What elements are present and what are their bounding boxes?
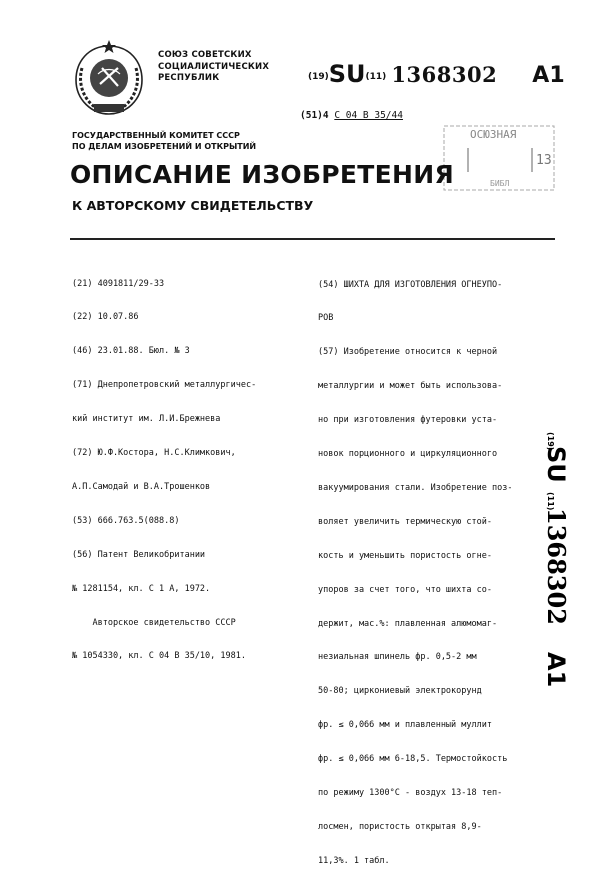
- biblio-line: № 1054330, кл. C 04 B 35/10, 1981.: [72, 651, 246, 662]
- abstract-line: но при изготовления футеровки уста-: [318, 415, 498, 426]
- biblio-line: (21) 4091811/29-33: [72, 278, 165, 289]
- side-document-kind: A1: [542, 652, 570, 688]
- issuer-name: СОЮЗ СОВЕТСКИХ СОЦИАЛИСТИЧЕСКИХ РЕСПУБЛИК: [158, 50, 270, 83]
- abstract-line: по режиму 1300°C - воздух 13-18 теп-: [318, 787, 503, 798]
- abstract-line: держит, мас.%: плавленная алюмомаг-: [318, 618, 498, 629]
- document-title: ОПИСАНИЕ ИЗОБРЕТЕНИЯ: [70, 160, 455, 189]
- document-subtitle: К АВТОРСКОМУ СВИДЕТЕЛЬСТВУ: [72, 198, 314, 213]
- bibliographic-data: [72, 256, 256, 674]
- svg-text:БИБЛ: БИБЛ: [490, 179, 510, 188]
- biblio-line: (22) 10.07.86: [72, 312, 139, 323]
- patent-number-block: [308, 60, 565, 88]
- patent-number: 1368302: [391, 62, 498, 87]
- abstract-line: воляет увеличить термическую стой-: [318, 516, 492, 527]
- country-code: SU: [328, 60, 366, 88]
- side-patent-number: [528, 430, 588, 700]
- biblio-line: № 1281154, кл. C 1 A, 1972.: [72, 583, 211, 594]
- number-label: (11): [365, 72, 387, 82]
- abstract-line: фр. ≤ 0,066 мм и плавленный муллит: [318, 720, 492, 731]
- side-number-label: (11): [546, 492, 555, 511]
- country-code-label: (19): [308, 72, 329, 82]
- biblio-line: (53) 666.763.5(088.8): [72, 515, 180, 526]
- biblio-line: А.П.Самодай и В.А.Трошенков: [72, 481, 211, 492]
- document-kind: A1: [532, 63, 565, 88]
- abstract-line: 50-80; циркониевый электрокорунд: [318, 686, 482, 697]
- svg-text:13: 13: [536, 153, 552, 168]
- svg-text:ОСЮЗНАЯ: ОСЮЗНАЯ: [470, 128, 517, 141]
- side-country-code: SU: [542, 446, 570, 483]
- abstract-line: (54) ШИХТА ДЛЯ ИЗГОТОВЛЕНИЯ ОГНЕУПО-: [318, 279, 503, 290]
- abstract-line: 11,3%. 1 табл.: [318, 855, 390, 866]
- library-stamp: [440, 122, 558, 194]
- abstract-line: новок порционного и циркуляционного: [318, 449, 498, 460]
- abstract-line: металлургии и может быть использова-: [318, 381, 503, 392]
- biblio-line: (71) Днепропетровский металлургичес-: [72, 380, 257, 391]
- abstract-line: вакуумирования стали. Изобретение поз-: [318, 482, 513, 493]
- abstract-line: РОВ: [318, 313, 334, 324]
- committee-name: ГОСУДАРСТВЕННЫЙ КОМИТЕТ СССР ПО ДЕЛАМ ИЗОБРЕТЕНИЙ И ОТКРЫТИЙ: [72, 131, 257, 151]
- abstract-line: упоров за счет того, что шихта со-: [318, 584, 492, 595]
- abstract-line: кость и уменьшить пористость огне-: [318, 550, 492, 561]
- biblio-line: (56) Патент Великобритании: [72, 549, 206, 560]
- side-country-code-label: (19): [546, 432, 555, 451]
- ussr-emblem: [70, 38, 148, 120]
- header-divider: [70, 238, 555, 240]
- abstract: [318, 257, 512, 878]
- ipc-classification: (51)4 C 04 B 35/44: [300, 110, 403, 121]
- biblio-line: (46) 23.01.88. Бюл. № 3: [72, 346, 190, 357]
- abstract-line: (57) Изобретение относится к черной: [318, 347, 498, 358]
- ipc-code: C 04 B 35/44: [334, 110, 403, 121]
- biblio-line: (72) Ю.Ф.Костора, Н.С.Климкович,: [72, 448, 236, 459]
- abstract-line: фр. ≤ 0,066 мм 6-18,5. Термостойкость: [318, 754, 508, 765]
- side-patent-number-text: 1368302: [542, 508, 571, 625]
- abstract-line: лосмен, пористость открытая 8,9-: [318, 821, 482, 832]
- abstract-line: незиальная шпинель фр. 0,5-2 мм: [318, 652, 477, 663]
- biblio-line: Авторское свидетельство СССР: [72, 617, 236, 628]
- biblio-line: кий институт им. Л.И.Брежнева: [72, 414, 221, 425]
